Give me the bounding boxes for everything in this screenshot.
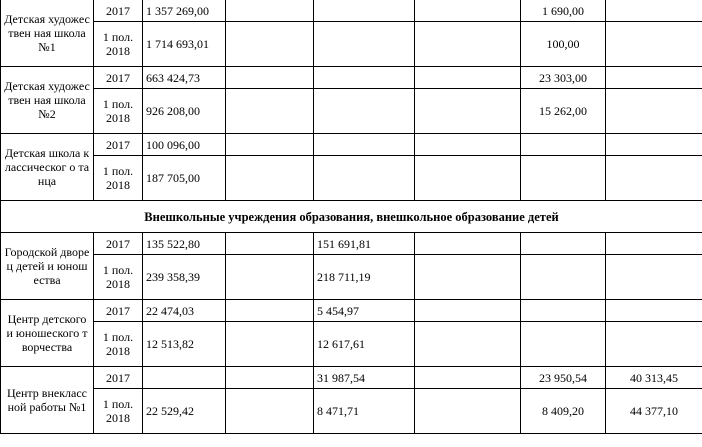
amount-cell <box>606 233 702 255</box>
table-row <box>1 367 702 389</box>
amount-cell: 663 424,73 <box>143 67 226 89</box>
amount-cell <box>606 300 702 322</box>
amount-cell <box>415 89 521 134</box>
year-cell: 2017 <box>94 233 143 255</box>
amount-cell <box>521 233 606 255</box>
amount-cell <box>314 67 415 89</box>
amount-cell <box>226 300 314 322</box>
amount-cell: 23 950,54 <box>521 367 606 389</box>
amount-cell <box>606 156 702 201</box>
amount-cell: 5 454,97 <box>314 300 415 322</box>
amount-cell: 8 409,20 <box>521 389 606 434</box>
org-name: Детская художествен ная школа №2 <box>4 79 90 121</box>
amount-cell: 15 262,00 <box>521 89 606 134</box>
amount-cell: 187 705,00 <box>143 156 226 201</box>
amount-cell <box>226 367 314 389</box>
amount-cell: 44 377,10 <box>606 389 702 434</box>
amount-cell <box>415 0 521 22</box>
year-cell: 2017 <box>94 67 143 89</box>
org-name: Центр детского и юношеского творчества <box>6 312 88 354</box>
amount-cell <box>415 300 521 322</box>
year-cell: 1 пол. 2018 <box>94 322 143 367</box>
amount-cell: 100 096,00 <box>143 134 226 156</box>
amount-cell <box>314 134 415 156</box>
amount-cell <box>415 67 521 89</box>
org-name-cell <box>1 67 94 134</box>
year-cell: 2017 <box>94 300 143 322</box>
amount-cell <box>521 156 606 201</box>
amount-cell <box>415 367 521 389</box>
amount-cell <box>521 300 606 322</box>
amount-cell: 135 522,80 <box>143 233 226 255</box>
year-cell: 1 пол. 2018 <box>94 89 143 134</box>
org-name: Детская школа классическог о танца <box>4 146 90 188</box>
amount-cell <box>415 156 521 201</box>
amount-cell: 926 208,00 <box>143 89 226 134</box>
table-row <box>1 255 702 300</box>
year-cell: 1 пол. 2018 <box>94 22 143 67</box>
section-title: Внешкольные учреждения образования, внешкольное образование детей <box>1 201 702 233</box>
table-row <box>1 233 702 255</box>
year-cell: 1 пол. 2018 <box>94 389 143 434</box>
amount-cell <box>226 156 314 201</box>
amount-cell: 1 690,00 <box>521 0 606 22</box>
amount-cell <box>606 0 702 22</box>
amount-cell: 8 471,71 <box>314 389 415 434</box>
year-cell: 2017 <box>94 134 143 156</box>
amount-cell: 40 313,45 <box>606 367 702 389</box>
amount-cell: 1 714 693,01 <box>143 22 226 67</box>
amount-cell <box>226 322 314 367</box>
section-row <box>1 201 702 233</box>
year-cell: 2017 <box>94 367 143 389</box>
amount-cell: 22 529,42 <box>143 389 226 434</box>
org-name: Центр внеклассной работы №1 <box>6 386 87 414</box>
org-name: Городской дворец детей и юношества <box>4 245 90 287</box>
amount-cell <box>606 67 702 89</box>
org-name-cell <box>1 367 94 434</box>
amount-cell: 100,00 <box>521 22 606 67</box>
table-row <box>1 22 702 67</box>
org-name-cell <box>1 134 94 201</box>
amount-cell: 23 303,00 <box>521 67 606 89</box>
amount-cell <box>415 389 521 434</box>
amount-cell <box>606 89 702 134</box>
amount-cell <box>606 255 702 300</box>
amount-cell <box>226 67 314 89</box>
amount-cell <box>415 255 521 300</box>
table-row <box>1 300 702 322</box>
amount-cell <box>226 233 314 255</box>
table-row <box>1 134 702 156</box>
amount-cell <box>521 322 606 367</box>
amount-cell <box>226 134 314 156</box>
amount-cell <box>314 0 415 22</box>
amount-cell <box>226 89 314 134</box>
amount-cell <box>415 322 521 367</box>
amount-cell <box>415 134 521 156</box>
table-row <box>1 67 702 89</box>
amount-cell <box>314 89 415 134</box>
table-row <box>1 0 702 22</box>
amount-cell <box>606 22 702 67</box>
amount-cell <box>226 389 314 434</box>
amount-cell <box>226 0 314 22</box>
year-cell: 1 пол. 2018 <box>94 255 143 300</box>
org-name-cell <box>1 0 94 67</box>
amount-cell: 239 358,39 <box>143 255 226 300</box>
amount-cell <box>226 255 314 300</box>
table-row <box>1 322 702 367</box>
table-row <box>1 156 702 201</box>
amount-cell <box>314 156 415 201</box>
amount-cell: 12 617,61 <box>314 322 415 367</box>
year-cell: 1 пол. 2018 <box>94 156 143 201</box>
table-row <box>1 89 702 134</box>
amount-cell <box>606 134 702 156</box>
table-row <box>1 389 702 434</box>
amount-cell <box>415 233 521 255</box>
org-name: Детская художествен ная школа №1 <box>4 12 90 54</box>
org-name-cell <box>1 233 94 300</box>
amount-cell: 22 474,03 <box>143 300 226 322</box>
amount-cell <box>143 367 226 389</box>
amount-cell <box>226 22 314 67</box>
year-cell: 2017 <box>94 0 143 22</box>
amount-cell <box>521 255 606 300</box>
amount-cell <box>521 134 606 156</box>
amount-cell: 12 513,82 <box>143 322 226 367</box>
amount-cell <box>415 22 521 67</box>
amount-cell <box>606 322 702 367</box>
amount-cell: 151 691,81 <box>314 233 415 255</box>
org-name-cell <box>1 300 94 367</box>
amount-cell <box>314 22 415 67</box>
amount-cell: 218 711,19 <box>314 255 415 300</box>
amount-cell: 31 987,54 <box>314 367 415 389</box>
amount-cell: 1 357 269,00 <box>143 0 226 22</box>
